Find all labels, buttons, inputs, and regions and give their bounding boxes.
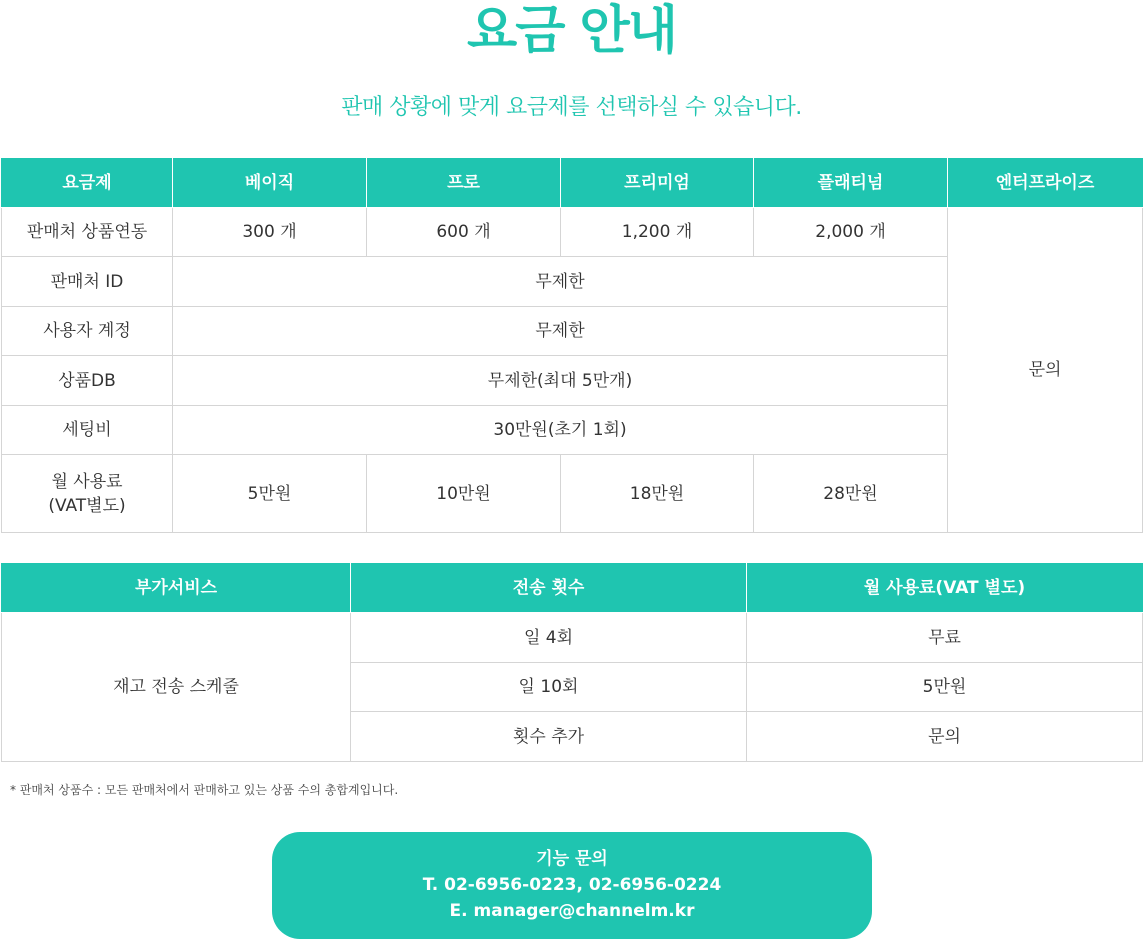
- row-label: 사용자 계정: [2, 307, 173, 356]
- basic-monthly-fee: 5만원: [173, 455, 367, 533]
- setup-fee-value: 30만원(초기 1회): [173, 406, 948, 455]
- pro-product-link: 600 개: [367, 208, 561, 257]
- row-label: [2, 455, 173, 533]
- send-count: 일 4회: [351, 613, 747, 663]
- stock-schedule-service: 재고 전송 스케줄: [2, 613, 351, 762]
- premium-product-link: 1,200 개: [561, 208, 754, 257]
- monthly-fee-header: 월 사용료(VAT 별도): [747, 564, 1143, 613]
- basic-product-link: 300 개: [173, 208, 367, 257]
- table-row: [2, 613, 1143, 663]
- addon-header-row: [2, 564, 1143, 613]
- pro-monthly-fee: 10만원: [367, 455, 561, 533]
- addon-table: [1, 563, 1143, 762]
- user-account-value: 무제한: [173, 307, 948, 356]
- send-count: 횟수 추가: [351, 712, 747, 762]
- enterprise-header: 엔터프라이즈: [948, 159, 1143, 208]
- basic-header: 베이직: [173, 159, 367, 208]
- addon-fee: 무료: [747, 613, 1143, 663]
- vat-note: (VAT별도): [48, 495, 126, 516]
- monthly-fee-label: 월 사용료: [51, 471, 123, 492]
- seller-id-value: 무제한: [173, 257, 948, 307]
- addon-fee: 5만원: [747, 663, 1143, 712]
- plan-header: 요금제: [2, 159, 173, 208]
- platinum-header: 플래티넘: [754, 159, 948, 208]
- contact-email[interactable]: E. manager@channelm.kr: [449, 901, 695, 921]
- send-count-header: 전송 횟수: [351, 564, 747, 613]
- row-label: 세팅비: [2, 406, 173, 455]
- pricing-header-row: [2, 159, 1143, 208]
- platinum-monthly-fee: 28만원: [754, 455, 948, 533]
- enterprise-inquiry: 문의: [948, 208, 1143, 533]
- row-label: 상품DB: [2, 356, 173, 406]
- pricing-table: [1, 158, 1143, 533]
- page-subtitle: 판매 상황에 맞게 요금제를 선택하실 수 있습니다.: [341, 95, 802, 120]
- premium-monthly-fee: 18만원: [561, 455, 754, 533]
- addon-service-header: 부가서비스: [2, 564, 351, 613]
- row-label: 판매처 ID: [2, 257, 173, 307]
- contact-title: 기능 문의: [536, 849, 608, 869]
- contact-box: [272, 832, 872, 939]
- premium-header: 프리미엄: [561, 159, 754, 208]
- send-count: 일 10회: [351, 663, 747, 712]
- product-db-value: 무제한(최대 5만개): [173, 356, 948, 406]
- addon-fee: 문의: [747, 712, 1143, 762]
- footnote: * 판매처 상품수 : 모든 판매처에서 판매하고 있는 상품 수의 총합계입니다.: [10, 783, 399, 797]
- table-row: [2, 208, 1143, 257]
- pro-header: 프로: [367, 159, 561, 208]
- platinum-product-link: 2,000 개: [754, 208, 948, 257]
- page-title: 요금 안내: [466, 1, 677, 61]
- row-label: 판매처 상품연동: [2, 208, 173, 257]
- contact-phone[interactable]: T. 02-6956-0223, 02-6956-0224: [422, 875, 722, 895]
